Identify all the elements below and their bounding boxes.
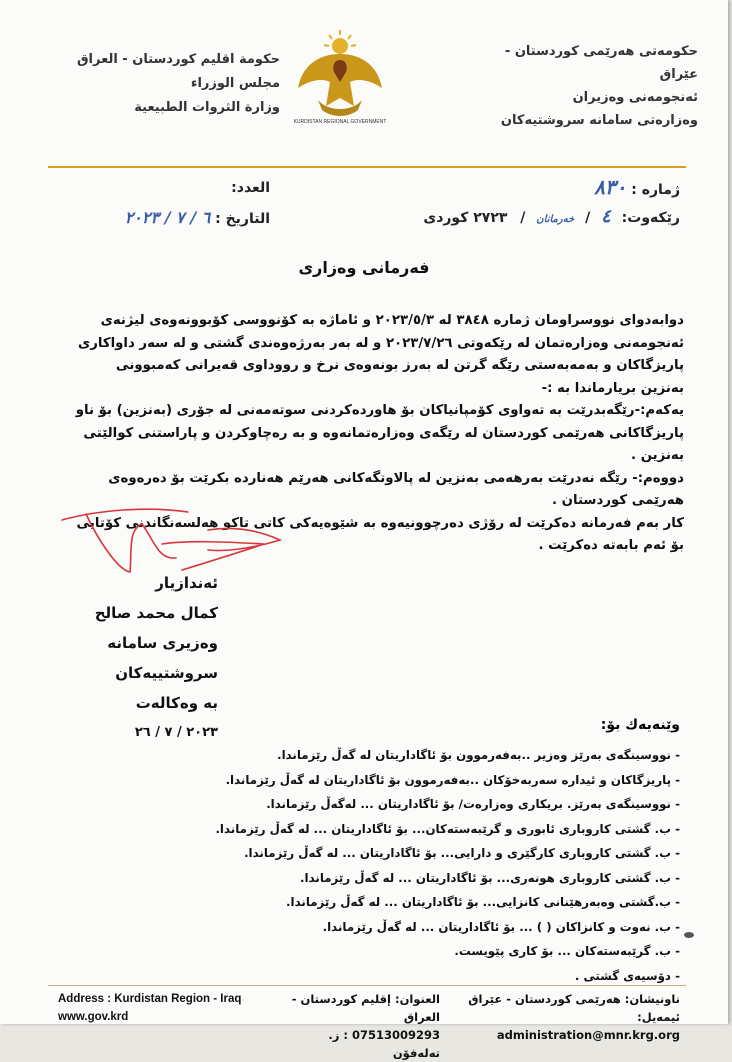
body-paragraph-intro: دوابەدوای نووسراومان ژمارە ٣٨٤٨ لە ٢٠٢٣/٥/٣ و ئاماژە بە كۆنووسی كۆبوونەوەی لیژنەی ئەنجومەنی وەزارەتمان لە رێكەوتی ٢٠٢٣/٧/٢٦ و لە بەر بەرژەوەندی گشتی و لە سەر داواكاری پاریزگاكان و بەمەبەستی رێگە گرتن لە بەرز بونەوەی نرخ و رووداوی قەیرانی كەمبوونی بەنزین بریارماندا بە :- [78, 313, 684, 396]
cc-item: - نووسینگەی بەرێز وەزیر ..بەفەرموون بۆ ئاگاداریتان لە گەڵ رێزماندا. [277, 748, 680, 762]
header-arabic [50, 48, 280, 120]
date-field-ku: رێكەوت: ٤ / خەرمانان / ٢٧٢٣ كوردی [423, 206, 680, 227]
date-label-ar: التاريخ : [215, 211, 270, 227]
signatory-capacity: بە وەكالەت [135, 694, 218, 712]
body-paragraph-closing: كار بەم فەرمانە دەكرێت لە رۆژی دەرچوونیەوە بە شێوەیەكی كاتی تاكو هەلسەنگاندنی كۆتایی بۆ ئەم بابەتە دەكرێت . [76, 515, 684, 553]
emblem-caption: KURDISTAN REGIONAL GOVERNMENT [293, 119, 387, 125]
footer-email-link[interactable]: ئیمەیل: administration@mnr.krg.org [496, 1010, 680, 1042]
header-kurdish-line-1: حكومەتی هەرێمی كوردستان - عێراق [504, 44, 698, 82]
header-arabic-line-3: وزارة الثروات الطبيعية [134, 100, 280, 115]
header-kurdish [468, 40, 698, 132]
krg-eagle-emblem-icon [288, 26, 392, 126]
cc-item: - ب. گشتی كاروباری هونەری... بۆ ئاگاداریتان ... لە گەڵ رێزماندا. [300, 870, 680, 885]
number-handwritten: ٨٣٠ [594, 175, 627, 199]
footer-address-ku: ناونیشان: هەرێمی كوردستان - عێراق [468, 992, 680, 1006]
header-kurdish-line-2: ئەنجومەنی وەزیران [572, 90, 698, 105]
footer-phone: 07513009293 : ز. تەلەفۆن [328, 1028, 440, 1060]
body-paragraph-first: یەكەم:-رێگەبدرێت بە تەواوی كۆمپانیاكان بۆ هاوردەكردنی سوتەمەنی لە جۆری (بەنزین) بۆ ناو پاریزگاكانی هەرێمی كوردستان لە رێگەی وەزارەتمانەوە و بە رەچاوكردن و پاراستنی كوالێتی بەنزین . [75, 403, 684, 463]
cc-item: - ب. گشتی كاروباری ئابوری و گرێبەستەكان... بۆ ئاگاداریتان ... لە گەڵ رێزماندا. [215, 821, 680, 836]
cc-list [215, 743, 680, 988]
signatory-profession: ئەندازیار [155, 574, 218, 592]
cc-item: - ب. گشتی كاروباری كارگێری و دارایی... بۆ ئاگاداریتان ... لە گەڵ رێزماندا. [244, 846, 680, 860]
document-title: فەرمانی وەزاری [298, 258, 430, 277]
date-ku-day: ٤ [601, 206, 611, 227]
cc-item: - ب. نەوت و كانزاكان ( ) ... بۆ ئاگاداریتان ... لە گەڵ رێزماندا. [322, 919, 680, 934]
pen-mark [684, 932, 694, 938]
footer-address-en: Address : Kurdistan Region - Iraq [58, 993, 242, 1005]
signatory-title: وەزیری سامانە سروشتییەكان [107, 634, 218, 682]
cc-item: - پاریزگاكان و ئیدارە سەربەخۆكان ..بەفەرموون بۆ ئاگاداریتان لە گەڵ رێزماندا. [225, 772, 680, 787]
header-divider [48, 166, 686, 168]
footer-arabic [290, 990, 440, 1062]
date-ar-handwritten: ٦ / ٧ / ٢٠٢٣ [124, 208, 211, 227]
signatory-date: ٢٠٢٣ / ٧ / ٢٦ [134, 725, 218, 740]
date-label-ku: رێكەوت: [621, 210, 680, 226]
footer-website-link[interactable]: www.gov.krd [58, 1011, 129, 1023]
footer-kurdish [450, 990, 680, 1044]
header-kurdish-line-3: وەزارەتی سامانە سروشتیەكان [500, 113, 698, 128]
header-arabic-line-2: مجلس الوزراء [190, 76, 280, 91]
date-ku-year: ٢٧٢٣ كوردی [423, 210, 508, 226]
cc-item: - نووسینگەی بەرێز. بریكاری وەزارەت/ بۆ ئاگاداریتان ... لەگەڵ رێزماندا. [266, 797, 680, 811]
cc-item: - ب.گشتی وەبەرهێنانی كانزایی... بۆ ئاگاداریتان ... لە گەڵ رێزماندا. [286, 895, 680, 909]
date-field-ar [125, 208, 270, 227]
footer-address-ar: العنوان: إقليم كوردستان - العراق [291, 992, 440, 1024]
number-field-ku [594, 175, 680, 199]
number-label-ar: العدد: [231, 180, 270, 196]
footer-english [58, 990, 241, 1026]
cc-item: - ب. گرێبەستەكان ... بۆ كاری پێویست. [454, 944, 680, 958]
cc-title: وێنەیەك بۆ: [600, 717, 680, 733]
header-arabic-line-1: حكومة اقليم كوردستان - العراق [76, 52, 280, 67]
footer-divider [48, 985, 686, 986]
date-ku-month: خەرمانان [536, 214, 575, 225]
cc-item: - دۆسیەی گشتی . [574, 968, 680, 983]
body-paragraph-second: دووەم:- رێگە نەدرێت بەرهەمی بەنزین لە پالاوتگەكانی هەرێم هەناردە بكرێت بۆ دەرەوەی هەرێمی كوردستان . [108, 470, 684, 508]
number-label-ku: ژمارە : [631, 182, 680, 198]
signatory-block [18, 568, 218, 748]
signatory-name: كمال محمد صالح [94, 604, 218, 622]
